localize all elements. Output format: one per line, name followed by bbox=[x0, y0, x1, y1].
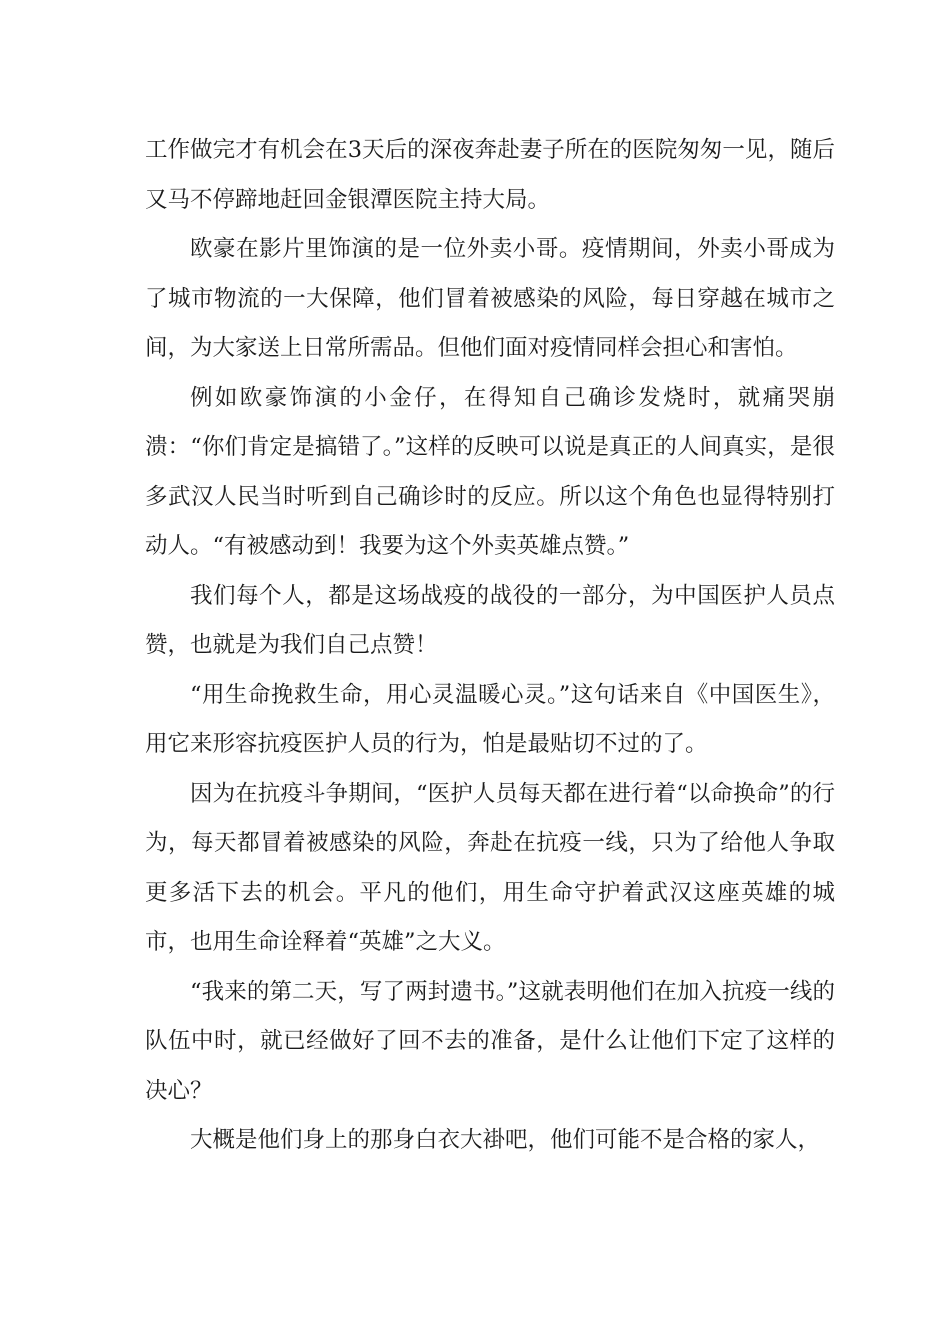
paragraph-3: 例如欧豪饰演的小金仔，在得知自己确诊发烧时，就痛哭崩溃：“你们肯定是搞错了。”这样的反映可以说是真正的人间真实，是很多武汉人民当时听到自己确诊时的反应。所以这个角色也显得特别打动人。“有被感动到！我要为这个外卖英雄点赞。” bbox=[145, 384, 835, 559]
paragraph-1: 工作做完才有机会在3天后的深夜奔赴妻子所在的医院匆匆一见，随后又马不停蹄地赶回金银潭医院主持大局。 bbox=[145, 137, 835, 213]
paragraph-2: 欧豪在影片里饰演的是一位外卖小哥。疫情期间，外卖小哥成为了城市物流的一大保障，他们冒着被感染的风险，每日穿越在城市之间，为大家送上日常所需品。但他们面对疫情同样会担心和害怕。 bbox=[145, 236, 835, 361]
document-body bbox=[145, 126, 835, 1166]
paragraph-6: 因为在抗疫斗争期间，“医护人员每天都在进行着“以命换命”的行为，每天都冒着被感染的风险，奔赴在抗疫一线，只为了给他人争取更多活下去的机会。平凡的他们，用生命守护着武汉这座英雄的城市，也用生命诠释着“英雄”之大义。 bbox=[145, 780, 835, 955]
paragraph-8: 大概是他们身上的那身白衣大褂吧，他们可能不是合格的家人， bbox=[190, 1127, 821, 1153]
paragraph-5: “用生命挽救生命，用心灵温暖心灵。”这句话来自《中国医生》，用它来形容抗疫医护人员的行为，怕是最贴切不过的了。 bbox=[145, 681, 835, 757]
paragraph-4: 我们每个人，都是这场战疫的战役的一部分，为中国医护人员点赞，也就是为我们自己点赞！ bbox=[145, 582, 835, 658]
paragraph-7: “我来的第二天，写了两封遗书。”这就表明他们在加入抗疫一线的队伍中时，就已经做好了回不去的准备，是什么让他们下定了这样的决心？ bbox=[145, 978, 835, 1104]
